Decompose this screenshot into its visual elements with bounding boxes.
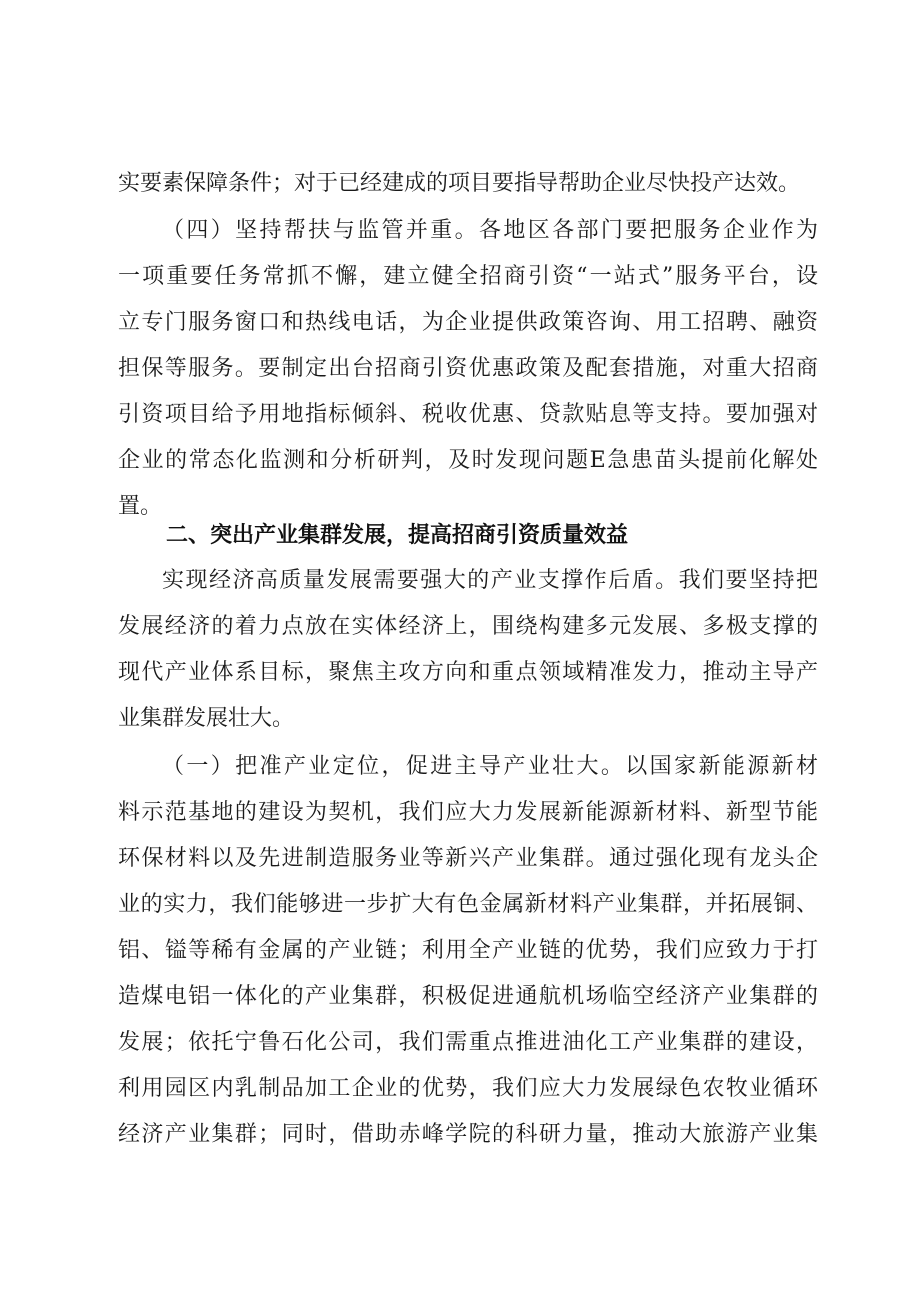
- paragraph-support-line: 担保等服务。要制定出台招商引资优惠政策及配套措施，对重大招商: [118, 356, 818, 381]
- paragraph-intro-line: 发展经济的着力点放在实体经济上，围绕构建多元发展、多极支撑的: [118, 614, 818, 639]
- paragraph-support-line: 引资项目给予用地指标倾斜、税收优惠、贷款贴息等支持。要加强对: [118, 402, 818, 427]
- paragraph-positioning-line: 造煤电铝一体化的产业集群，积极促进通航机场临空经济产业集群的: [118, 984, 818, 1009]
- paragraph-continuation-line: 实要素保障条件；对于已经建成的项目要指导帮助企业尽快投产达效。: [118, 171, 801, 196]
- paragraph-intro-line: 业集群发展壮大。: [118, 706, 295, 731]
- paragraph-support-line: 企业的常态化监测和分析研判，及时发现问题E急患苗头提前化解处: [118, 448, 818, 473]
- paragraph-support-line: 一项重要任务常抓不懈，建立健全招商引资“一站式”服务平台，设: [118, 264, 818, 289]
- paragraph-positioning-line: 业的实力，我们能够进一步扩大有色金属新材料产业集群，并拓展铜、: [118, 892, 818, 917]
- paragraph-positioning-line: 铝、镒等稀有金属的产业链；利用全产业链的优势，我们应致力于打: [118, 938, 818, 963]
- paragraph-intro-line: 实现经济高质量发展需要强大的产业支撑作后盾。我们要坚持把: [162, 568, 818, 593]
- section-heading: 二、突出产业集群发展，提高招商引资质量效益: [166, 523, 629, 548]
- paragraph-positioning-line: 发展；依托宁鲁石化公司，我们需重点推进油化工产业集群的建设，: [118, 1030, 818, 1055]
- paragraph-support-line: 置。: [118, 494, 163, 519]
- paragraph-intro-line: 现代产业体系目标，聚焦主攻方向和重点领域精准发力，推动主导产: [118, 660, 818, 685]
- paragraph-positioning-line: （一）把准产业定位，促进主导产业壮大。以国家新能源新材: [162, 754, 818, 779]
- paragraph-positioning-line: 利用园区内乳制品加工企业的优势，我们应大力发展绿色农牧业循环: [118, 1076, 818, 1101]
- paragraph-positioning-line: 经济产业集群；同时，借助赤峰学院的科研力量，推动大旅游产业集: [118, 1122, 818, 1147]
- paragraph-positioning-line: 环保材料以及先进制造服务业等新兴产业集群。通过强化现有龙头企: [118, 846, 818, 871]
- paragraph-support-line: 立专门服务窗口和热线电话，为企业提供政策咨询、用工招聘、融资: [118, 310, 818, 335]
- paragraph-support-line: （四）坚持帮扶与监管并重。各地区各部门要把服务企业作为: [162, 218, 818, 243]
- paragraph-positioning-line: 料示范基地的建设为契机，我们应大力发展新能源新材料、新型节能: [118, 800, 818, 825]
